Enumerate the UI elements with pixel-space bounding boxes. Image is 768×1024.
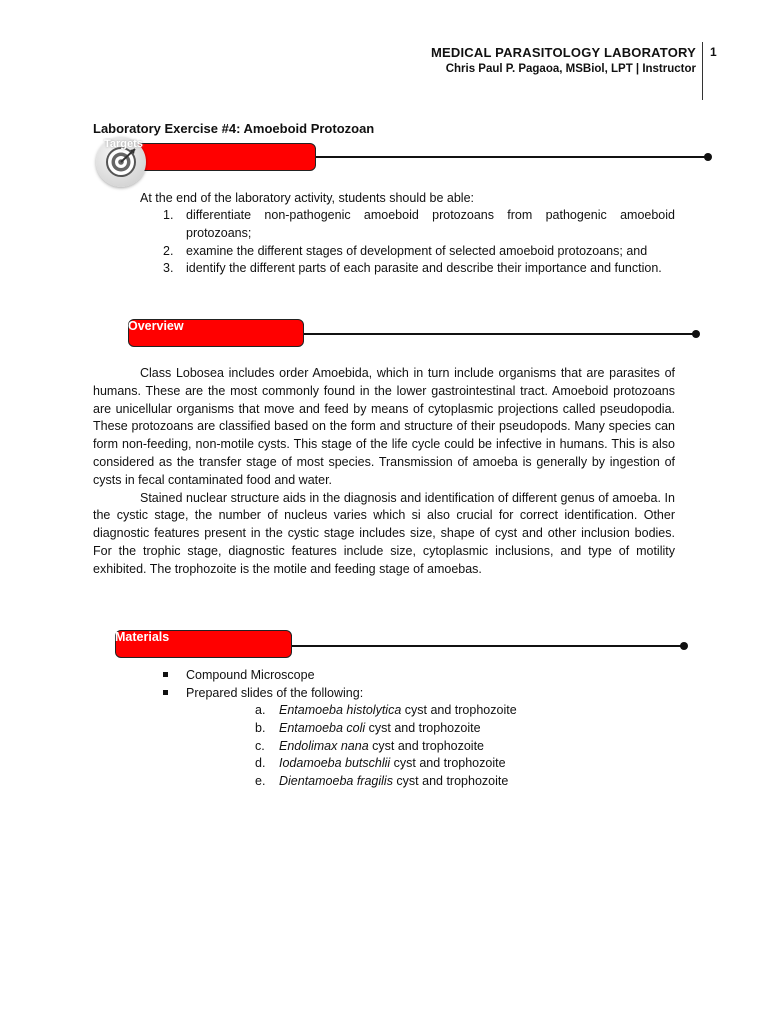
document-header-instructor: Chris Paul P. Pagaoa, MSBiol, LPT | Instructor — [445, 63, 696, 75]
material-item: Prepared slides of the following: — [163, 685, 363, 703]
slide-item: c. Endolimax nana cyst and trophozoite — [255, 738, 485, 753]
overview-label: Overview — [128, 319, 184, 333]
objective-item: 1. differentiate non-pathogenic amoeboid protozoans from pathogenic amoeboid protozoans; — [163, 208, 675, 240]
exercise-title: Laboratory Exercise #4: Amoeboid Protozoan — [93, 121, 375, 136]
overview-rule-end-dot — [692, 330, 700, 338]
header-divider — [702, 42, 703, 100]
overview-body — [93, 365, 675, 579]
slide-item: b. Entamoeba coli cyst and trophozoite — [255, 720, 481, 735]
document-header-title: MEDICAL PARASITOLOGY LABORATORY — [430, 45, 696, 60]
bullet-icon — [163, 690, 168, 695]
overview-paragraph: Stained nuclear structure aids in the diagnosis and identification of different genus of amoeba. In the cystic stage, the number of nucleus varies which si also crucial for correct identification. Other diagnostic features present in the cystic stage includes size, shape of cyst and other inclusion bodies. For the trophic stage, diagnostic features include size, cytoplasmic inclusions, and type of motility exhibited. The trophozoite is the motile and feeding stage of amoebas. — [93, 490, 675, 576]
slide-item: a. Entamoeba histolytica cyst and trophozoite — [255, 703, 517, 717]
objectives-list — [160, 207, 675, 278]
materials-rule-end-dot — [680, 642, 688, 650]
slide-item: d. Iodamoeba butschlii cyst and trophozoite — [255, 756, 506, 771]
overview-rule — [304, 333, 694, 335]
bullet-icon — [163, 672, 168, 677]
targets-label: Targets — [104, 138, 143, 150]
materials-list — [163, 667, 363, 703]
objective-item: 3. identify the different parts of each parasite and describe their importance and function. — [163, 261, 662, 276]
targets-intro: At the end of the laboratory activity, students should be able: — [140, 191, 475, 205]
material-item: Compound Microscope — [163, 667, 363, 685]
targets-pill — [118, 143, 316, 171]
slides-list — [255, 702, 517, 791]
page-number: 1 — [710, 45, 717, 59]
overview-paragraph: Class Lobosea includes order Amoebida, which in turn include organisms that are parasites of humans. These are the most commonly found in the lower gastrointestinal tract. Amoeboid protozoans are unicellular organisms that move and feed by means of cytoplasmic projections called pseudopodia. These protozoans are classified based on the form and structure of their pseudopods. Many species can form non-feeding, non-motile cysts. This stage of the life cycle could be infective in humans. This is also considered as the transfer stage of most species. Transmission of amoeba is generally by ingestion of cysts in fecal contaminated food and water. — [93, 366, 675, 487]
objective-item: 2. examine the different stages of development of selected amoeboid protozoans; and — [163, 243, 648, 258]
materials-label: Materials — [115, 630, 170, 644]
targets-rule-end-dot — [704, 153, 712, 161]
slide-item: e. Dientamoeba fragilis cyst and trophozoite — [255, 774, 509, 789]
materials-rule — [292, 645, 682, 647]
targets-rule — [316, 156, 706, 158]
